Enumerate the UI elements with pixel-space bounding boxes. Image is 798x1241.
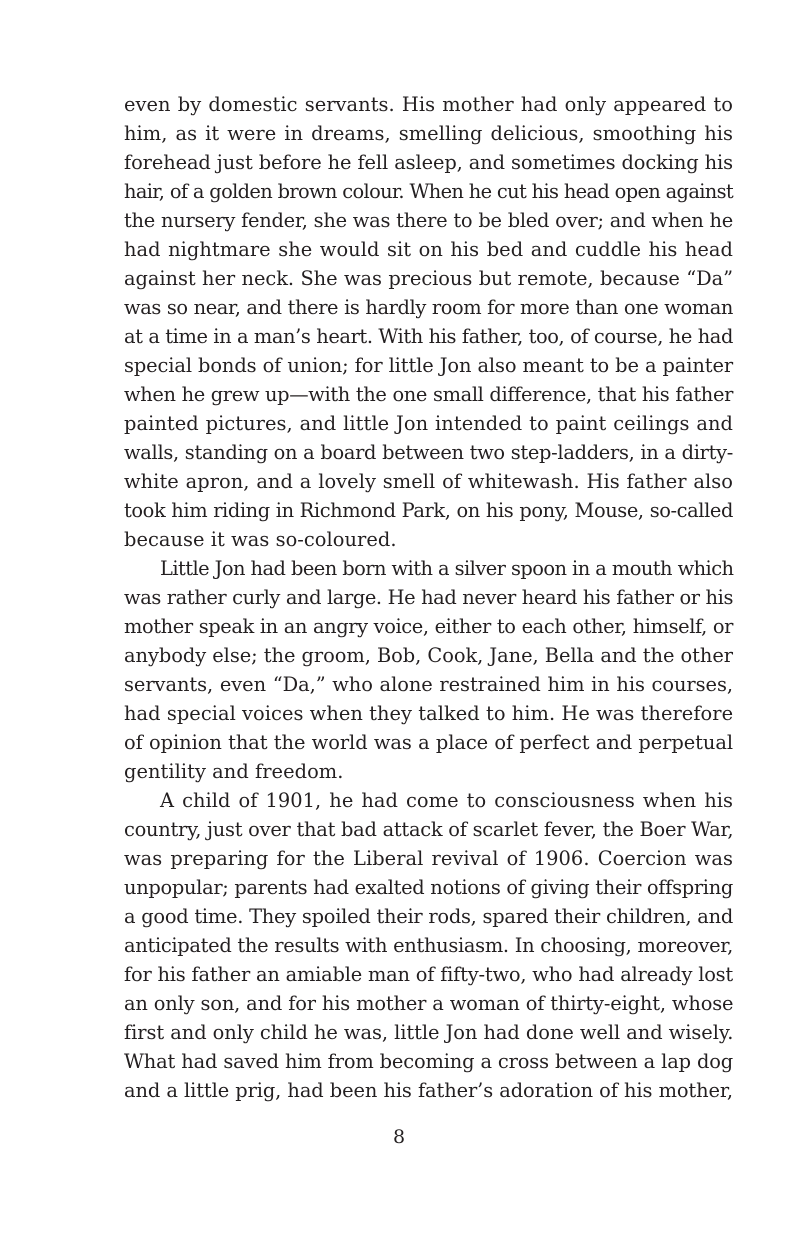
text-line: an only son, and for his mother a woman of thirty-eight, whose bbox=[124, 992, 734, 1015]
text-line: painted pictures, and little Jon intended to paint ceilings and bbox=[124, 412, 733, 435]
text-line: against her neck. She was precious but remote, because “Da” bbox=[124, 267, 733, 290]
text-line: for his father an amiable man of fifty-two, who had already lost bbox=[124, 963, 734, 986]
text-line: Little Jon had been born with a silver spoon in a mouth which bbox=[160, 557, 734, 580]
page-number: 8 bbox=[392, 1126, 406, 1148]
text-line: first and only child he was, little Jon had done well and wisely. bbox=[124, 1021, 734, 1044]
text-line: servants, even “Da,” who alone restrained him in his courses, bbox=[124, 673, 733, 696]
text-line: was so near, and there is hardly room for more than one woman bbox=[124, 296, 733, 319]
text-line: when he grew up—with the one small difference, that his father bbox=[124, 383, 733, 406]
text-line: What had saved him from becoming a cross between a lap dog bbox=[124, 1050, 733, 1073]
text-line: white apron, and a lovely smell of whitewash. His father also bbox=[124, 470, 733, 493]
text-line: forehead just before he fell asleep, and sometimes docking his bbox=[124, 151, 733, 174]
text-line: him, as it were in dreams, smelling delicious, smoothing his bbox=[124, 122, 733, 145]
text-line: unpopular; parents had exalted notions of giving their offspring bbox=[124, 876, 733, 899]
paragraph bbox=[124, 90, 733, 554]
text-line: had special voices when they talked to him. He was therefore bbox=[124, 702, 734, 725]
text-line: had nightmare she would sit on his bed and cuddle his head bbox=[124, 238, 733, 261]
body-text bbox=[124, 90, 733, 1105]
paragraph bbox=[124, 554, 733, 786]
text-line: of opinion that the world was a place of perfect and perpetual bbox=[124, 731, 733, 754]
text-line: A child of 1901, he had come to consciousness when his bbox=[160, 789, 733, 812]
text-line: even by domestic servants. His mother had only appeared to bbox=[124, 93, 733, 116]
text-line: at a time in a man’s heart. With his father, too, of course, he had bbox=[124, 325, 733, 348]
text-line: and a little prig, had been his father’s adoration of his mother, bbox=[124, 1079, 733, 1102]
text-line: took him riding in Richmond Park, on his pony, Mouse, so-called bbox=[124, 499, 733, 522]
text-line: mother speak in an angry voice, either to each other, himself, or bbox=[124, 615, 733, 638]
text-line: was preparing for the Liberal revival of 1906. Coercion was bbox=[124, 847, 733, 870]
text-line: the nursery fender, she was there to be bled over; and when he bbox=[124, 209, 733, 232]
text-line: gentility and freedom. bbox=[124, 760, 344, 783]
text-line: anybody else; the groom, Bob, Cook, Jane, Bella and the other bbox=[124, 644, 733, 667]
text-line: hair, of a golden brown colour. When he cut his head open against bbox=[124, 180, 734, 203]
text-line: special bonds of union; for little Jon also meant to be a painter bbox=[124, 354, 733, 377]
text-line: country, just over that bad attack of scarlet fever, the Boer War, bbox=[124, 818, 734, 841]
text-line: was rather curly and large. He had never heard his father or his bbox=[124, 586, 733, 609]
text-line: walls, standing on a board between two step-ladders, in a dirty- bbox=[124, 441, 733, 464]
text-line: anticipated the results with enthusiasm. In choosing, moreover, bbox=[124, 934, 733, 957]
text-line: a good time. They spoiled their rods, spared their children, and bbox=[124, 905, 733, 928]
text-line: because it was so-coloured. bbox=[124, 528, 397, 551]
paragraph bbox=[124, 786, 733, 1105]
